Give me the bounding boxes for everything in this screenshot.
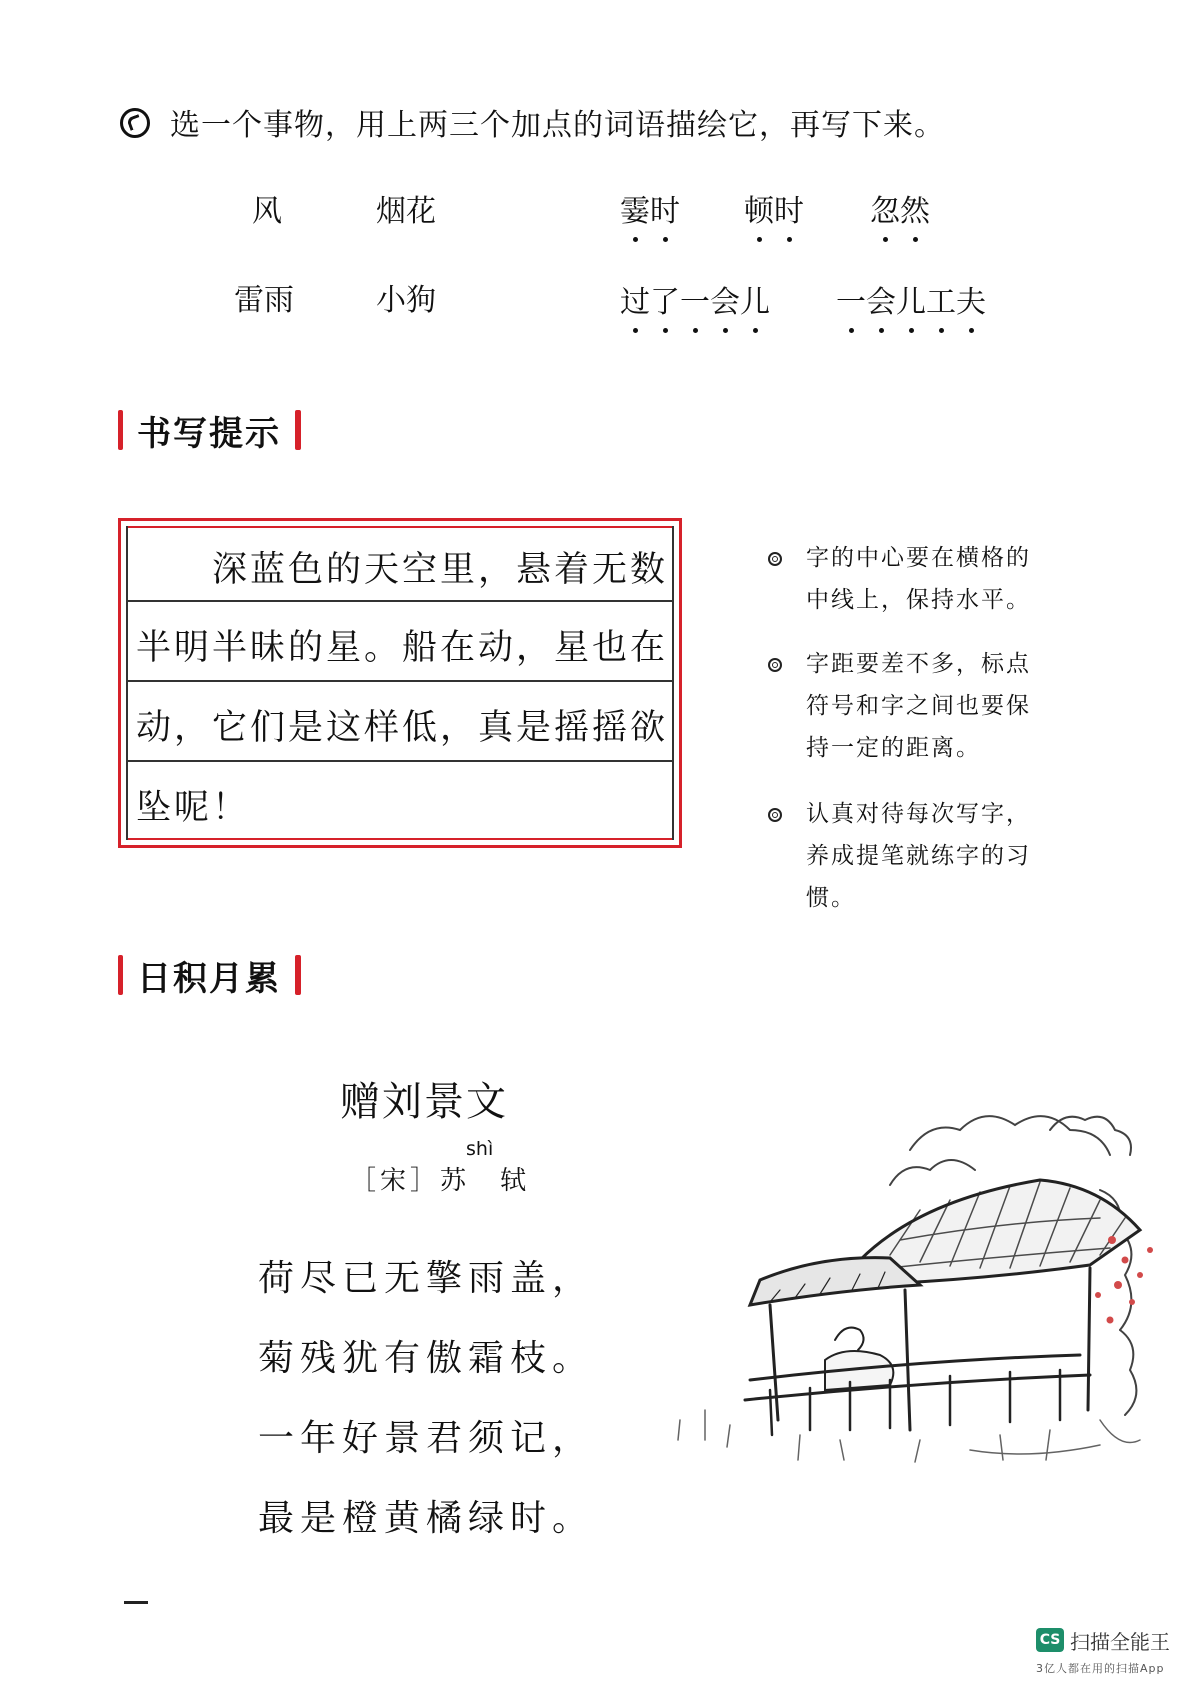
poem-line: 菊残犹有傲霜枝。: [258, 1338, 595, 1379]
section-title: 日积月累: [137, 958, 281, 999]
poem-author: ［宋］苏 轼: [350, 1166, 531, 1196]
tip-text: 字的中心要在横格的中线上，保持水平。: [806, 545, 1031, 613]
grid-vline: [126, 526, 128, 840]
page-number-fragment: [124, 1601, 148, 1604]
subject-word: 烟花: [376, 194, 436, 229]
subject-word: 小狗: [376, 283, 436, 318]
tip-bullet-icon: [768, 658, 782, 672]
tip-bullet-icon: [768, 808, 782, 822]
poem-line: 荷尽已无擎雨盖，: [258, 1258, 595, 1299]
sample-line: 深蓝色的天空里，悬着无数: [212, 550, 669, 590]
dotted-word: 霎时: [620, 186, 680, 230]
dotted-word: 过了一会儿: [620, 277, 770, 321]
dotted-word: 一会儿工夫: [836, 277, 986, 321]
exercise-instruction: 选一个事物，用上两三个加点的词语描绘它，再写下来。: [170, 108, 945, 143]
scanner-logo-icon: CS: [1036, 1628, 1064, 1652]
header-bar-left: [118, 410, 123, 450]
grid-vline: [672, 526, 674, 840]
section-header-writing: [118, 410, 301, 454]
author-pinyin: shì: [466, 1138, 494, 1160]
header-bar-right: [295, 955, 301, 995]
grid-line: [126, 680, 674, 682]
scanner-app-name: 扫描全能王: [1070, 1630, 1170, 1654]
tip-text: 认真对待每次写字，养成提笔就练字的习惯。: [806, 801, 1031, 911]
grid-line: [126, 760, 674, 762]
poem-title: 赠刘景文: [340, 1079, 508, 1125]
tip-text: 字距要差不多，标点符号和字之间也要保持一定的距离。: [806, 651, 1031, 761]
subject-word: 雷雨: [234, 283, 294, 318]
section-title: 书写提示: [137, 413, 281, 454]
dotted-word: 顿时: [744, 186, 804, 230]
section-header-accumulation: [118, 955, 301, 999]
tip-bullet-icon: [768, 552, 782, 566]
scanner-app-tagline: 3亿人都在用的扫描App: [1036, 1662, 1165, 1675]
sample-line: 坠呢！: [136, 788, 251, 828]
poem-line: 最是橙黄橘绿时。: [258, 1498, 595, 1539]
subject-word: 风: [252, 194, 282, 229]
sample-line: 半明半昧的星。船在动，星也在: [136, 628, 669, 668]
header-bar-right: [295, 410, 301, 450]
sample-line: 动，它们是这样低，真是摇摇欲: [136, 708, 669, 748]
poem-line: 一年好景君须记，: [258, 1418, 595, 1459]
pavilion-illustration: [620, 1090, 1180, 1510]
grid-line: [126, 600, 674, 602]
exercise-icon: [120, 108, 150, 138]
header-bar-left: [118, 955, 123, 995]
dotted-word: 忽然: [870, 186, 930, 230]
